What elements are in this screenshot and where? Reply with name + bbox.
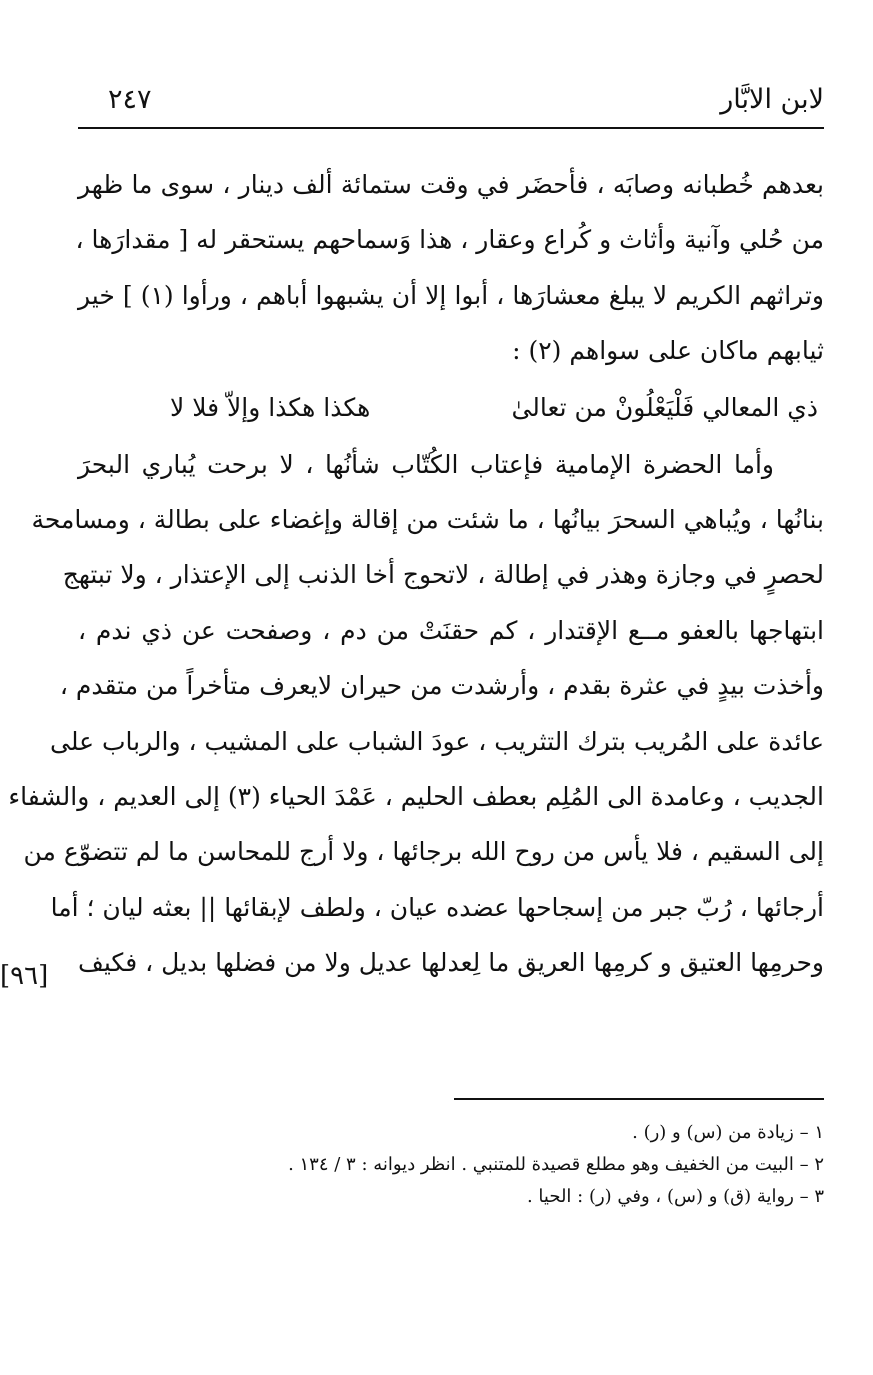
verse-line — [78, 379, 824, 437]
text-line: وأخذت بيدٍ في عثرة بقدم ، وأرشدت من حيران لايعرف متأخراً من متقدم ، — [59, 671, 824, 701]
text-line: بعدهم خُطبانه وصابَه ، فأحضَر في وقت ستمائة ألف دينار ، سوى ما ظهر — [78, 170, 824, 199]
footnote: ٣ – رواية (ق) و (س) ، وفي (ر) : الحيا . — [526, 1186, 824, 1207]
running-title: لابن الابَّار — [720, 84, 824, 115]
footnote: ١ – زيادة من (س) و (ر) . — [632, 1122, 824, 1143]
text-line: وتراثهم الكريم لا يبلغ معشارَها ، أبوا إلا أن يشبهوا أباهم ، ورأوا (١) ] خير — [78, 280, 824, 310]
footnotes — [78, 1117, 824, 1213]
verse-second-hemistich: هكذا هكذا وإلاّ فلا لا — [170, 392, 371, 422]
text-line: ثيابهم ماكان على سواهم (٢) : — [512, 336, 824, 366]
verse-first-hemistich: ذي المعالي فَلْيَعْلُونْ من تعالىٰ — [511, 392, 818, 422]
text-line: وأما الحضرة الإمامية فإعتاب الكُتّاب شأنُها ، لا برحت يُباري البحرَ — [78, 449, 774, 479]
text-line: وحرمِها العتيق و كرمِها العريق ما لِعدلها عديل ولا من فضلها بديل ، فكيف — [78, 948, 824, 978]
footnote-rule — [454, 1098, 824, 1100]
text-line: الجديب ، وعامدة الى المُلِم بعطف الحليم ، عَمْدَ الحياء (٣) إلى العديم ، والشفاء — [8, 781, 824, 811]
text-line: أرجائها ، رُبّ جبر من إسجاحها عضده عيان ، ولطف لإبقائها || بعثه ليان ؛ أما — [50, 892, 824, 922]
header-rule — [78, 127, 824, 129]
text-line: ابتهاجها بالعفو مــع الإقتدار ، كم حقنَتْ من دم ، وصفحت عن ذي ندم ، — [78, 615, 824, 645]
text-line: بنانُها ، ويُباهي السحرَ بيانُها ، ما شئت من إقالة وإغضاء على بطالة ، ومسامحة — [31, 504, 824, 534]
text-line: من حُلي وآنية وأثاث و كُراع وعقار ، هذا وَسماحهم يستحقر له [ مقدارَها ، — [75, 225, 824, 255]
text-line: لحصرٍ في وجازة وهذر في إطالة ، لاتحوج أخا الذنب إلى الإعتذار ، ولا تبتهج — [62, 560, 824, 590]
text-line: عائدة على المُريب بترك التثريب ، عودَ الشباب على المشيب ، والرباب على — [50, 726, 824, 756]
text-line: إلى السقيم ، فلا يأس من روح الله برجائها ، ولا أرج للمحاسن ما لم تتضوّع من — [23, 837, 824, 867]
manuscript-folio-marker: [٩٦] — [0, 961, 49, 991]
page-number: ٢٤٧ — [108, 84, 152, 115]
page-header — [78, 78, 824, 124]
footnote: ٢ – البيت من الخفيف وهو مطلع قصيدة للمتنبي . انظر ديوانه : ٣ / ١٣٤ . — [288, 1154, 824, 1175]
